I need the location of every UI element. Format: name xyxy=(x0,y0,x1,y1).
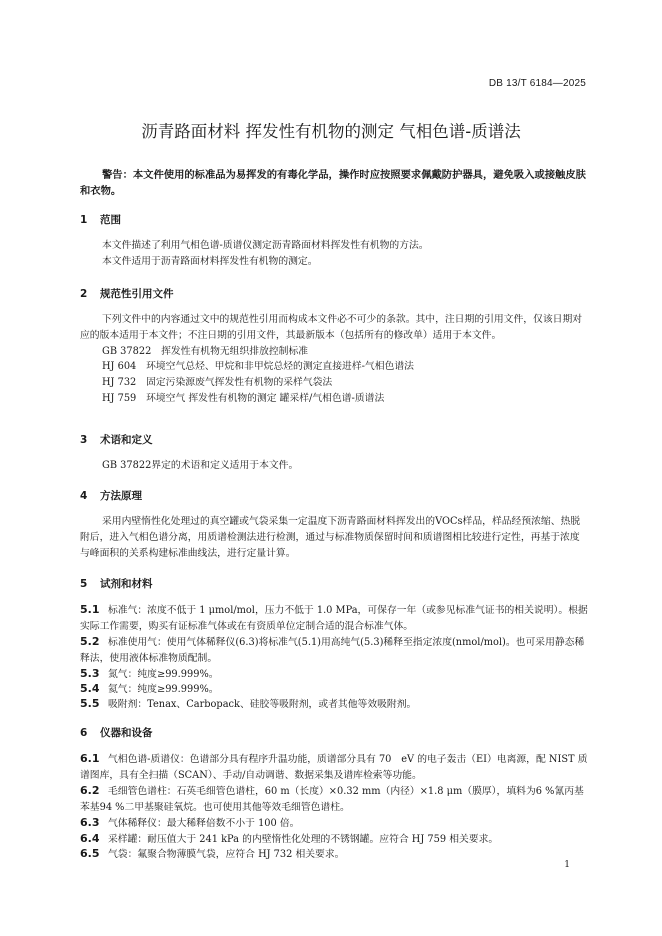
list-item xyxy=(80,783,588,816)
section-2-body xyxy=(80,312,588,407)
standard-code: DB 13/T 6184—2025 xyxy=(488,78,586,89)
section-number: 3 xyxy=(80,434,88,446)
section-number: 4 xyxy=(80,490,88,502)
item-number: 5.1 xyxy=(80,603,100,616)
paragraph: 下列文件中的内容通过文中的规范性引用而构成本文件必不可少的条款。其中，注日期的引用文件，仅该日期对应的版本适用于本文件；不注日期的引用文件，其最新版本（包括所有的修改单）适用于本文件。 xyxy=(80,314,583,341)
list-item xyxy=(80,815,588,832)
item-number: 6.1 xyxy=(80,752,100,765)
paragraph: GB 37822界定的术语和定义适用于本文件。 xyxy=(102,460,299,471)
item-number: 6.4 xyxy=(80,832,100,845)
item-number: 5.3 xyxy=(80,667,100,680)
section-title: 试剂和材料 xyxy=(100,578,153,590)
section-4-body xyxy=(80,514,588,561)
section-5-heading xyxy=(80,576,153,591)
section-1-heading xyxy=(80,212,121,227)
section-4-heading xyxy=(80,488,142,503)
item-text: 气袋：氟聚合物薄膜气袋，应符合 HJ 732 相关要求。 xyxy=(108,849,345,860)
paragraph: 本文件描述了利用气相色谱-质谱仪测定沥青路面材料挥发性有机物的方法。 xyxy=(102,240,429,251)
item-number: 5.2 xyxy=(80,635,100,648)
paragraph: 采用内壁惰性化处理过的真空罐或气袋采集一定温度下沥青路面材料挥发出的VOCs样品，样品经预浓缩、热脱附后，进入气相色谱分离，用质谱检测法进行检测，通过与标准物质保留时间和质谱图相比较进行定性，再基于浓度与峰面积的关系构建标准曲线法，进行定量计算。 xyxy=(80,516,581,559)
section-1-body xyxy=(80,238,588,270)
section-title: 仪器和设备 xyxy=(100,727,153,739)
section-number: 5 xyxy=(80,578,88,590)
list-item xyxy=(80,846,588,863)
warning-text: 警告：本文件使用的标准品为易挥发的有毒化学品，操作时应按照要求佩戴防护器具，避免吸入或接触皮肤和衣物。 xyxy=(80,169,586,197)
list-item xyxy=(80,602,588,635)
section-2-heading xyxy=(80,286,174,301)
item-text: 气相色谱-质谱仪：色谱部分具有程序升温功能，质谱部分具有 70 eV 的电子轰击（EI）电离源，配 NIST 质谱图库，具有全扫描（SCAN）、手动/自动调谐、数据采集及谱库检索等功能。 xyxy=(80,754,588,781)
item-number: 5.4 xyxy=(80,682,100,695)
section-title: 规范性引用文件 xyxy=(100,288,174,300)
section-number: 1 xyxy=(80,214,88,226)
page-number: 1 xyxy=(564,860,570,870)
reference-item: HJ 732 固定污染源废气挥发性有机物的采样气袋法 xyxy=(102,377,333,389)
list-item xyxy=(80,751,588,784)
section-6-heading xyxy=(80,725,153,740)
section-title: 方法原理 xyxy=(100,490,142,502)
item-number: 6.3 xyxy=(80,816,100,829)
item-text: 氦气：纯度≥99.999%。 xyxy=(108,684,219,695)
item-text: 标准气：浓度不低于 1 μmol/mol，压力不低于 1.0 MPa，可保存一年（或参见标准气证书的相关说明）。根据实际工作需要，购买有证标准气体或在有资质单位定制合适的混合标准气体。 xyxy=(80,605,588,632)
section-number: 6 xyxy=(80,727,88,739)
section-3-body xyxy=(80,458,588,474)
item-number: 6.2 xyxy=(80,784,100,797)
section-number: 2 xyxy=(80,288,88,300)
reference-item: HJ 604 环境空气总烃、甲烷和非甲烷总烃的测定直接进样-气相色谱法 xyxy=(102,361,414,373)
section-3-heading xyxy=(80,432,153,447)
section-title: 范围 xyxy=(100,214,121,226)
item-number: 6.5 xyxy=(80,847,100,860)
list-item xyxy=(80,634,588,667)
reference-item: GB 37822 挥发性有机物无组织排放控制标准 xyxy=(102,345,309,357)
item-text: 毛细管色谱柱：石英毛细管色谱柱，60 m（长度）×0.32 mm（内径）×1.8 μm（膜厚），填料为6 %氰丙基苯基94 %二甲基聚硅氧烷。也可使用其他等效毛细管色谱柱。 xyxy=(80,786,584,813)
list-item xyxy=(80,696,588,713)
reference-item: HJ 759 环境空气 挥发性有机物的测定 罐采样/气相色谱-质谱法 xyxy=(102,392,385,404)
section-title: 术语和定义 xyxy=(100,434,153,446)
item-number: 5.5 xyxy=(80,697,100,710)
document-title: 沥青路面材料 挥发性有机物的测定 气相色谱-质谱法 xyxy=(141,122,521,141)
paragraph: 本文件适用于沥青路面材料挥发性有机物的测定。 xyxy=(102,255,318,267)
item-text: 标准使用气：使用气体稀释仪(6.3)将标准气(5.1)用高纯气(5.3)稀释至指定浓度(nmol/mol)。也可采用静态稀释法，使用液体标准物质配制。 xyxy=(80,637,585,664)
item-text: 采样罐：耐压值大于 241 kPa 的内壁惰性化处理的不锈钢罐。应符合 HJ 759 相关要求。 xyxy=(108,834,499,845)
item-text: 氮气：纯度≥99.999%。 xyxy=(108,669,219,680)
item-text: 吸附剂：Tenax、Carbopack、硅胶等吸附剂，或者其他等效吸附剂。 xyxy=(108,699,417,710)
item-text: 气体稀释仪：最大稀释倍数不小于 100 倍。 xyxy=(108,818,300,829)
